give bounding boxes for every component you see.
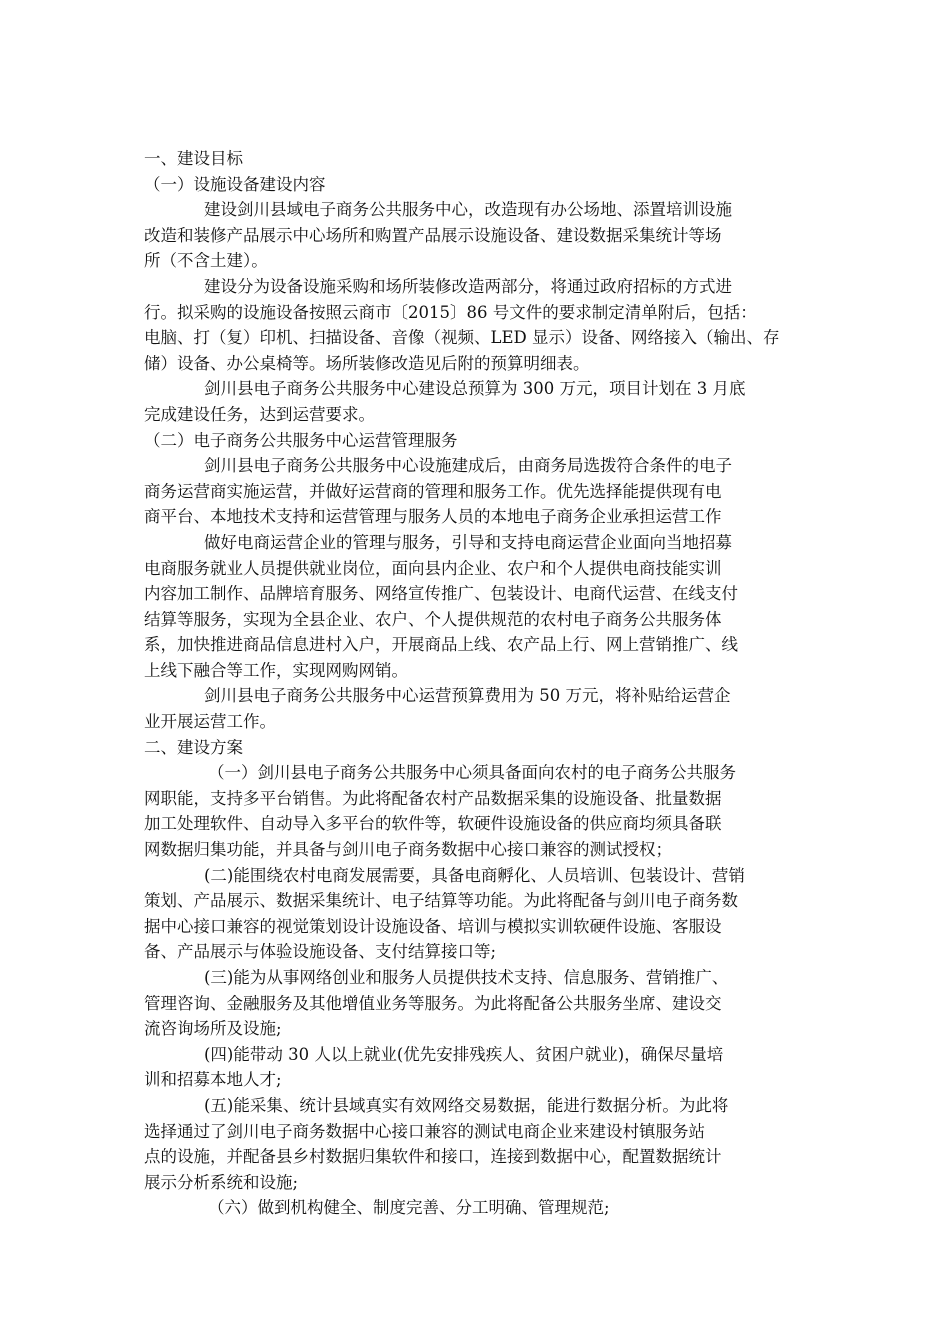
text-line: (四)能带动 30 人以上就业(优先安排残疾人、贫困户就业)，确保尽量培 xyxy=(204,1044,724,1064)
text-line: 加工处理软件、自动导入多平台的软件等，软硬件设施设备的供应商均须具备联 xyxy=(144,814,722,834)
text-line: （六）做到机构健全、制度完善、分工明确、管理规范; xyxy=(208,1198,610,1218)
text-line: 剑川县电子商务公共服务中心设施建成后，由商务局选拨符合条件的电子 xyxy=(204,456,732,476)
text-line: 上线下融合等工作，实现网购网销。 xyxy=(144,660,408,680)
text-line: 内容加工制作、品牌培育服务、网络宣传推广、包装设计、电商代运营、在线支付 xyxy=(144,584,738,604)
section-heading: （二）电子商务公共服务中心运营管理服务 xyxy=(144,430,458,450)
text-line: 备、产品展示与体验设施设备、支付结算接口等; xyxy=(144,942,497,962)
text-line: 据中心接口兼容的视觉策划设计设施设备、培训与模拟实训软硬件设施、客服设 xyxy=(144,916,722,936)
text-line: 策划、产品展示、数据采集统计、电子结算等功能。为此将配备与剑川电子商务数 xyxy=(144,891,738,911)
text-line: 完成建设任务，达到运营要求。 xyxy=(144,404,375,424)
text-line: 业开展运营工作。 xyxy=(144,712,276,732)
text-line: (二)能围绕农村电商发展需要，具备电商孵化、人员培训、包装设计、营销 xyxy=(204,865,745,885)
text-line: 电脑、打（复）印机、扫描设备、音像（视频、LED 显示）设备、网络接入（输出、存 xyxy=(144,328,780,348)
section-heading: （一）设施设备建设内容 xyxy=(144,174,326,194)
text-line: 商务运营商实施运营，并做好运营商的管理和服务工作。优先选择能提供现有电 xyxy=(144,481,722,501)
text-line: （一）剑川县电子商务公共服务中心须具备面向农村的电子商务公共服务 xyxy=(208,763,736,783)
text-line: (三)能为从事网络创业和服务人员提供技术支持、信息服务、营销推广、 xyxy=(204,968,729,987)
section-heading: 二、建设方案 xyxy=(144,737,243,757)
section-heading: 一、建设目标 xyxy=(144,149,243,168)
text-line: 行。拟采购的设施设备按照云商市〔2015〕86 号文件的要求制定清单附后，包括： xyxy=(144,302,757,322)
text-line: 展示分析系统和设施; xyxy=(144,1172,299,1192)
document-body xyxy=(144,146,810,1221)
text-line: 电商服务就业人员提供就业岗位，面向县内企业、农户和个人提供电商技能实训 xyxy=(144,558,722,578)
text-line: 剑川县电子商务公共服务中心建设总预算为 300 万元，项目计划在 3 月底 xyxy=(204,379,746,399)
text-line: 商平台、本地技术支持和运营管理与服务人员的本地电子商务企业承担运营工作 xyxy=(144,507,722,527)
text-line: 建设剑川县域电子商务公共服务中心，改造现有办公场地、添置培训设施 xyxy=(204,200,732,220)
text-line: 管理咨询、金融服务及其他增值业务等服务。为此将配备公共服务坐席、建设交 xyxy=(144,993,722,1013)
text-line: 做好电商运营企业的管理与服务，引导和支持电商运营企业面向当地招募 xyxy=(204,532,732,552)
text-line: 系，加快推进商品信息进村入户，开展商品上线、农产品上行、网上营销推广、线 xyxy=(144,635,738,655)
text-line: 结算等服务，实现为全县企业、农户、个人提供规范的农村电子商务公共服务体 xyxy=(144,609,722,629)
text-line: 储）设备、办公桌椅等。场所装修改造见后附的预算明细表。 xyxy=(144,353,590,373)
text-line: (五)能采集、统计县域真实有效网络交易数据，能进行数据分析。为此将 xyxy=(204,1095,729,1115)
text-line: 改造和装修产品展示中心场所和购置产品展示设施设备、建设数据采集统计等场 xyxy=(144,225,722,245)
text-line: 网职能，支持多平台销售。为此将配备农村产品数据采集的设施设备、批量数据 xyxy=(144,788,722,808)
text-line: 训和招募本地人才; xyxy=(144,1070,282,1090)
text-line: 所（不含土建）。 xyxy=(144,251,268,271)
text-line: 建设分为设备设施采购和场所装修改造两部分，将通过政府招标的方式进 xyxy=(204,276,732,296)
text-line: 网数据归集功能，并具备与剑川电子商务数据中心接口兼容的测试授权； xyxy=(144,840,672,860)
text-line: 选择通过了剑川电子商务数据中心接口兼容的测试电商企业来建设村镇服务站 xyxy=(144,1121,705,1141)
text-line: 流咨询场所及设施; xyxy=(144,1019,282,1039)
text-line: 剑川县电子商务公共服务中心运营预算费用为 50 万元，将补贴给运营企 xyxy=(204,686,731,706)
text-line: 点的设施，并配备县乡村数据归集软件和接口，连接到数据中心，配置数据统计 xyxy=(144,1147,722,1167)
